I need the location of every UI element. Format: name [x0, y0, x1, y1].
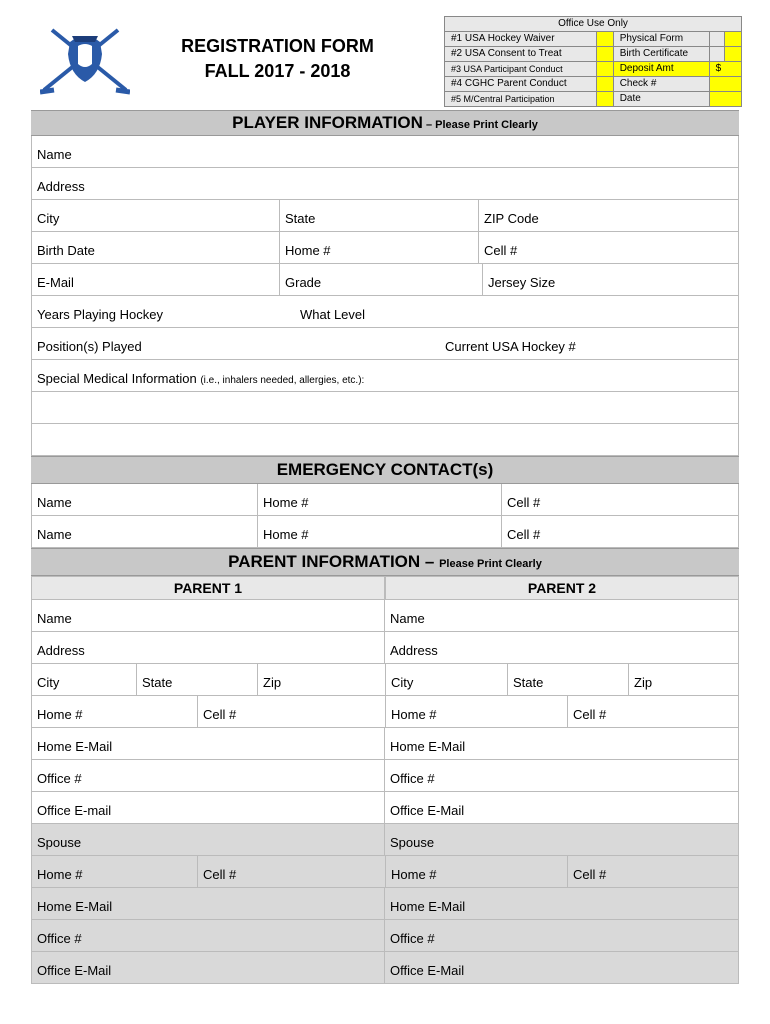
spouse1-home-field[interactable]: Home # [32, 856, 198, 887]
emergency-home-field[interactable]: Home # [258, 484, 502, 515]
emergency-cell-field[interactable]: Cell # [507, 527, 541, 542]
office-item: #2 USA Consent to Treat [445, 47, 597, 62]
office-check-box[interactable] [725, 32, 742, 47]
office-item: Deposit Amt [613, 62, 709, 77]
office-value[interactable] [709, 32, 724, 47]
parent2-office-email-field[interactable]: Office E-Mail [390, 803, 465, 818]
parent2-address-field[interactable]: Address [390, 643, 438, 658]
office-check-box[interactable] [596, 92, 613, 107]
parent2-zip-field[interactable]: Zip [634, 675, 653, 690]
office-item: #3 USA Participant Conduct [445, 62, 597, 77]
office-item: #1 USA Hockey Waiver [445, 32, 597, 47]
office-item: #5 M/Central Participation [445, 92, 597, 107]
parent2-home-field[interactable]: Home # [386, 696, 568, 727]
emergency-home-field[interactable]: Home # [258, 516, 502, 547]
title-line-2: FALL 2017 - 2018 [204, 61, 351, 81]
spouse2-home-email-field[interactable]: Home E-Mail [390, 899, 466, 914]
spouse1-office-email-field[interactable]: Office E-Mail [32, 952, 385, 983]
parent1-office-email-field[interactable]: Office E-mail [32, 792, 385, 823]
parent2-state-field[interactable]: State [508, 664, 629, 695]
office-value[interactable] [709, 47, 724, 62]
parent2-name-field[interactable]: Name [390, 611, 425, 626]
emergency-heading: EMERGENCY CONTACT(s) [276, 460, 494, 479]
parent2-header: PARENT 2 [385, 576, 739, 600]
office-item: #4 CGHC Parent Conduct [445, 77, 597, 92]
player-email-field[interactable]: E-Mail [32, 264, 280, 295]
player-zip-field[interactable]: ZIP Code [484, 211, 539, 226]
medical-info-field[interactable] [32, 360, 738, 391]
parent2-office-field[interactable]: Office # [390, 771, 435, 786]
parent2-cell-field[interactable]: Cell # [573, 707, 607, 722]
player-address-field[interactable]: Address [37, 179, 85, 194]
player-grade-field[interactable]: Grade [280, 264, 483, 295]
parent1-cell-field[interactable]: Cell # [198, 696, 386, 727]
spouse2-cell-field[interactable]: Cell # [573, 867, 607, 882]
office-check-box[interactable] [596, 62, 613, 77]
parent-section-header [31, 548, 739, 576]
office-check-box[interactable] [725, 47, 742, 62]
deposit-amount-field[interactable]: $ [709, 62, 741, 77]
spouse2-office-email-field[interactable]: Office E-Mail [390, 963, 465, 978]
player-cell-phone-field[interactable]: Cell # [484, 243, 518, 258]
what-level-field[interactable]: What Level [300, 307, 366, 322]
usa-hockey-number-field[interactable]: Current USA Hockey # [445, 339, 576, 354]
office-item: Date [613, 92, 709, 107]
medical-label: Special Medical Information [37, 371, 197, 386]
office-use-header: Office Use Only [445, 17, 742, 32]
date-field[interactable] [709, 92, 741, 107]
title-line-1: REGISTRATION FORM [181, 36, 374, 56]
check-number-field[interactable] [709, 77, 741, 92]
positions-played-field[interactable]: Position(s) Played [37, 339, 142, 354]
player-heading-note: – Please Print Clearly [422, 119, 538, 131]
office-check-box[interactable] [596, 47, 613, 62]
office-item: Check # [613, 77, 709, 92]
parent1-name-field[interactable]: Name [32, 600, 385, 631]
parent1-spouse-field[interactable]: Spouse [32, 824, 385, 855]
spouse2-home-field[interactable]: Home # [386, 856, 568, 887]
player-name-field[interactable]: Name [37, 147, 72, 162]
medical-line-1[interactable] [32, 392, 738, 423]
parent2-spouse-field[interactable]: Spouse [390, 835, 435, 850]
parent1-zip-field[interactable]: Zip [258, 664, 386, 695]
player-city-field[interactable]: City [32, 200, 280, 231]
years-playing-field[interactable]: Years Playing Hockey [37, 307, 163, 322]
parent1-city-field[interactable]: City [32, 664, 137, 695]
player-heading: PLAYER INFORMATION [232, 113, 423, 132]
parent-heading: PARENT INFORMATION – [228, 552, 440, 571]
office-item: Birth Certificate [613, 47, 709, 62]
medical-line-2[interactable] [32, 424, 738, 455]
parent1-address-field[interactable]: Address [32, 632, 385, 663]
player-birth-date-field[interactable]: Birth Date [32, 232, 280, 263]
spouse1-office-field[interactable]: Office # [32, 920, 385, 951]
parent-heading-note: Please Print Clearly [439, 558, 542, 570]
player-home-phone-field[interactable]: Home # [280, 232, 479, 263]
player-state-field[interactable]: State [280, 200, 479, 231]
emergency-section-header [31, 456, 739, 484]
office-check-box[interactable] [596, 32, 613, 47]
emergency-name-field[interactable]: Name [32, 484, 258, 515]
parent2-home-email-field[interactable]: Home E-Mail [390, 739, 466, 754]
player-jersey-size-field[interactable]: Jersey Size [488, 275, 556, 290]
parent1-home-email-field[interactable]: Home E-Mail [32, 728, 385, 759]
spouse2-office-field[interactable]: Office # [390, 931, 435, 946]
office-use-table [444, 16, 742, 107]
parent1-home-field[interactable]: Home # [32, 696, 198, 727]
spouse1-home-email-field[interactable]: Home E-Mail [32, 888, 385, 919]
spouse1-cell-field[interactable]: Cell # [198, 856, 386, 887]
registration-form [31, 110, 739, 984]
office-check-box[interactable] [596, 77, 613, 92]
parent2-city-field[interactable]: City [386, 664, 508, 695]
player-section-header [31, 110, 739, 136]
form-title [150, 34, 405, 84]
parent1-header: PARENT 1 [31, 576, 385, 600]
medical-note: (i.e., inhalers needed, allergies, etc.): [200, 375, 365, 386]
parent1-office-field[interactable]: Office # [32, 760, 385, 791]
emergency-cell-field[interactable]: Cell # [507, 495, 541, 510]
emergency-name-field[interactable]: Name [32, 516, 258, 547]
parent1-state-field[interactable]: State [137, 664, 258, 695]
office-item: Physical Form [613, 32, 709, 47]
team-logo [40, 24, 130, 96]
